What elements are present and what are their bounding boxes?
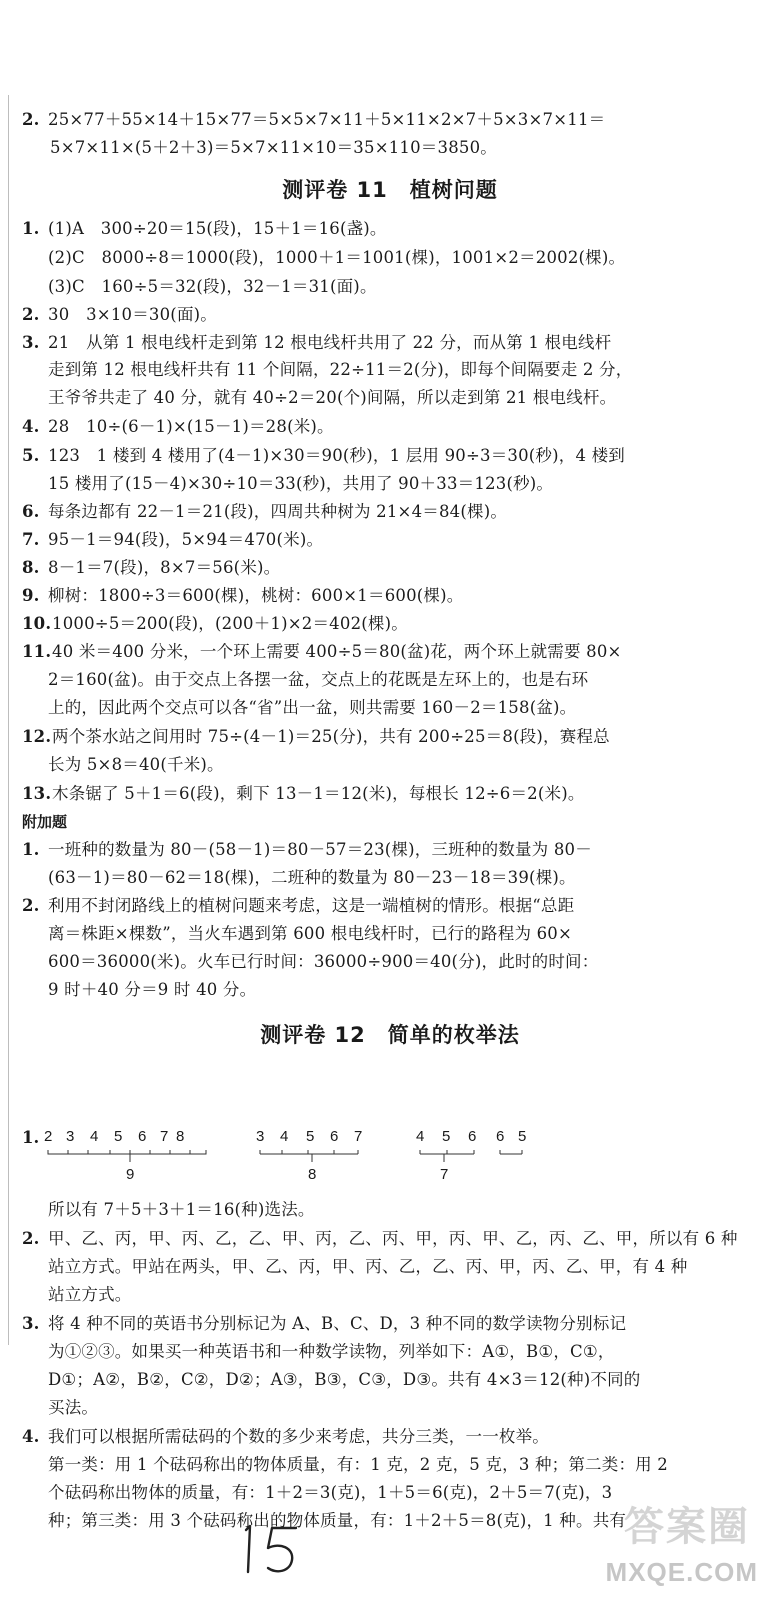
answer-line: 离＝株距×棵数”，当火车遇到第 600 根电线杆时，已行的路程为 60× (48, 924, 573, 943)
answer-line: 9. 柳树：1800÷3＝600(棵)，桃树：600×1＝600(棵)。 (22, 586, 464, 605)
answer-line: 走到第 12 根电线杆共有 11 个间隔，22÷11＝2(分)，即每个间隔要走 2 分， (48, 360, 633, 379)
answer-line: 8. 8－1＝7(段)，8×7＝56(米)。 (22, 558, 281, 577)
diagram-digit: 5 (518, 1128, 527, 1145)
answer-line: 上的，因此两个交点可以各“省”出一盆，则共需要 160－2＝158(盆)。 (48, 698, 577, 717)
diagram-digit: 6 (468, 1128, 477, 1145)
margin-rule (8, 95, 9, 1345)
diagram-digit: 5 (114, 1128, 123, 1145)
section-title: 测评卷 12 简单的枚举法 (260, 1023, 520, 1047)
answer-line: 5. 123 1 楼到 4 楼用了(4－1)×30＝90(秒)，1 层用 90÷3＝30(秒)，4 楼到 (22, 446, 626, 465)
diagram-digit: 8 (176, 1128, 185, 1145)
answer-line: 12.两个茶水站之间用时 75÷(4－1)＝25(分)，共有 200÷25＝8(段)，赛程总 (22, 727, 610, 746)
answer-line: 2. 甲、乙、丙，甲、丙、乙，乙、甲、丙，乙、丙、甲，丙、甲、乙，丙、乙、甲，所以有 6 种 (22, 1229, 738, 1248)
answer-line: 王爷爷共走了 40 分，就有 40÷2＝20(个)间隔，所以走到第 21 根电线杆。 (48, 388, 617, 407)
answer-line: 1. 一班种的数量为 80－(58－1)＝80－57＝23(棵)，三班种的数量为 80－ (22, 840, 592, 859)
diagram-digit: 6 (138, 1128, 147, 1145)
diagram-digit: 4 (280, 1128, 289, 1145)
answer-line: 2. 利用不封闭路线上的植树问题来考虑，这是一端植树的情形。根据“总距 (22, 896, 575, 915)
answer-line: 10.1000÷5＝200(段)，(200＋1)×2＝402(棵)。 (22, 614, 408, 633)
diagram-sum: 8 (308, 1166, 317, 1183)
answer-line: 站立方式。甲站在两头，甲、乙、丙，甲、丙、乙，乙、丙、甲，丙、乙、甲，有 4 种 (48, 1257, 688, 1276)
answer-line: D①；A②，B②，C②，D②；A③，B③，C③，D③。共有 4×3＝12(种)不同的 (48, 1370, 641, 1389)
diagram-digit: 3 (66, 1128, 75, 1145)
answer-line: 3. 将 4 种不同的英语书分别标记为 A、B、C、D，3 种不同的数学读物分别标记 (22, 1314, 627, 1333)
answer-line: 6. 每条边都有 22－1＝21(段)，四周共种树为 21×4＝84(棵)。 (22, 502, 508, 521)
answer-line: 2. 30 3×10＝30(面)。 (22, 305, 217, 324)
answer-line: (3)C 160÷5＝32(段)，32－1＝31(面)。 (48, 277, 377, 296)
answer-line: 600＝36000(米)。火车已行时间：36000÷900＝40(分)，此时的时间： (48, 952, 599, 971)
watermark-logo: 答案圈 (624, 1504, 750, 1550)
answer-line: 9 时＋40 分＝9 时 40 分。 (48, 980, 257, 999)
answer-line: (2)C 8000÷8＝1000(段)，1000＋1＝1001(棵)，1001×2＝2002(棵)。 (48, 248, 626, 267)
enumeration-diagram (22, 1126, 562, 1206)
section-title: 测评卷 11 植树问题 (282, 178, 498, 202)
answer-line: 4. 我们可以根据所需砝码的个数的多少来考虑，共分三类，一一枚举。 (22, 1427, 549, 1446)
answer-line: 2. 25×77＋55×14＋15×77＝5×5×7×11＋5×11×2×7＋5×3×7×11＝ (22, 110, 606, 129)
diagram-digit: 6 (330, 1128, 339, 1145)
answer-line: 长为 5×8＝40(千米)。 (48, 755, 224, 774)
diagram-sum: 9 (126, 1166, 135, 1183)
diagram-digit: 5 (306, 1128, 315, 1145)
answer-line: 为①②③。如果买一种英语书和一种数学读物，列举如下：A①，B①，C①， (48, 1342, 615, 1361)
diagram-digit: 6 (496, 1128, 505, 1145)
answer-line: 4. 28 10÷(6－1)×(15－1)＝28(米)。 (22, 417, 334, 436)
extra-questions-title: 附加题 (22, 813, 68, 831)
answer-line: 所以有 7＋5＋3＋1＝16(种)选法。 (48, 1200, 315, 1219)
answer-line: 7. 95－1＝94(段)，5×94＝470(米)。 (22, 530, 324, 549)
answer-line: 种；第三类：用 3 个砝码称出的物体质量，有：1＋2＋5＝8(克)，1 种。共有 (48, 1511, 627, 1530)
answer-line: 第一类：用 1 个砝码称出的物体质量，有：1 克，2 克，5 克，3 种；第二类：用 2 (48, 1455, 669, 1474)
answer-line: 个砝码称出物体的质量，有：1＋2＝3(克)，1＋5＝6(克)，2＋5＝7(克)，3 (48, 1483, 613, 1502)
diagram-digit: 2 (44, 1128, 53, 1145)
answer-line: 3. 21 从第 1 根电线杆走到第 12 根电线杆共用了 22 分，而从第 1 根电线杆 (22, 333, 612, 352)
answer-line: 1. (1)A 300÷20＝15(段)，15＋1＝16(盏)。 (22, 219, 387, 238)
diagram-digit: 5 (442, 1128, 451, 1145)
answer-line: 站立方式。 (48, 1285, 132, 1304)
answer-line: 11.40 米＝400 分米，一个环上需要 400÷5＝80(盆)花，两个环上就需要 80× (22, 642, 622, 661)
handwritten-page-number (238, 1518, 308, 1578)
diagram-digit: 3 (256, 1128, 265, 1145)
answer-line: 13.木条锯了 5＋1＝6(段)，剩下 13－1＝12(米)，每根长 12÷6＝2(米)。 (22, 784, 585, 803)
answer-line: 2＝160(盆)。由于交点上各摆一盆，交点上的花既是左环上的，也是右环 (48, 670, 589, 689)
watermark-url: MXQE.COM (605, 1557, 758, 1587)
answer-line: 15 楼用了(15－4)×30÷10＝33(秒)，共用了 90＋33＝123(秒)。 (48, 474, 554, 493)
diagram-digit: 4 (416, 1128, 425, 1145)
answer-line: (63－1)＝80－62＝18(棵)，二班种的数量为 80－23－18＝39(棵)。 (48, 868, 576, 887)
answer-line: 买法。 (48, 1398, 99, 1417)
diagram-digit: 4 (90, 1128, 99, 1145)
pairing-brackets (22, 1126, 562, 1206)
diagram-digit: 7 (160, 1128, 169, 1145)
item-number: 1. (22, 1128, 40, 1147)
diagram-digit: 7 (354, 1128, 363, 1145)
diagram-sum: 7 (440, 1166, 449, 1183)
answer-line: 5×7×11×(5＋2＋3)＝5×7×11×10＝35×110＝3850。 (50, 138, 498, 157)
item-number: 2. (22, 110, 40, 129)
